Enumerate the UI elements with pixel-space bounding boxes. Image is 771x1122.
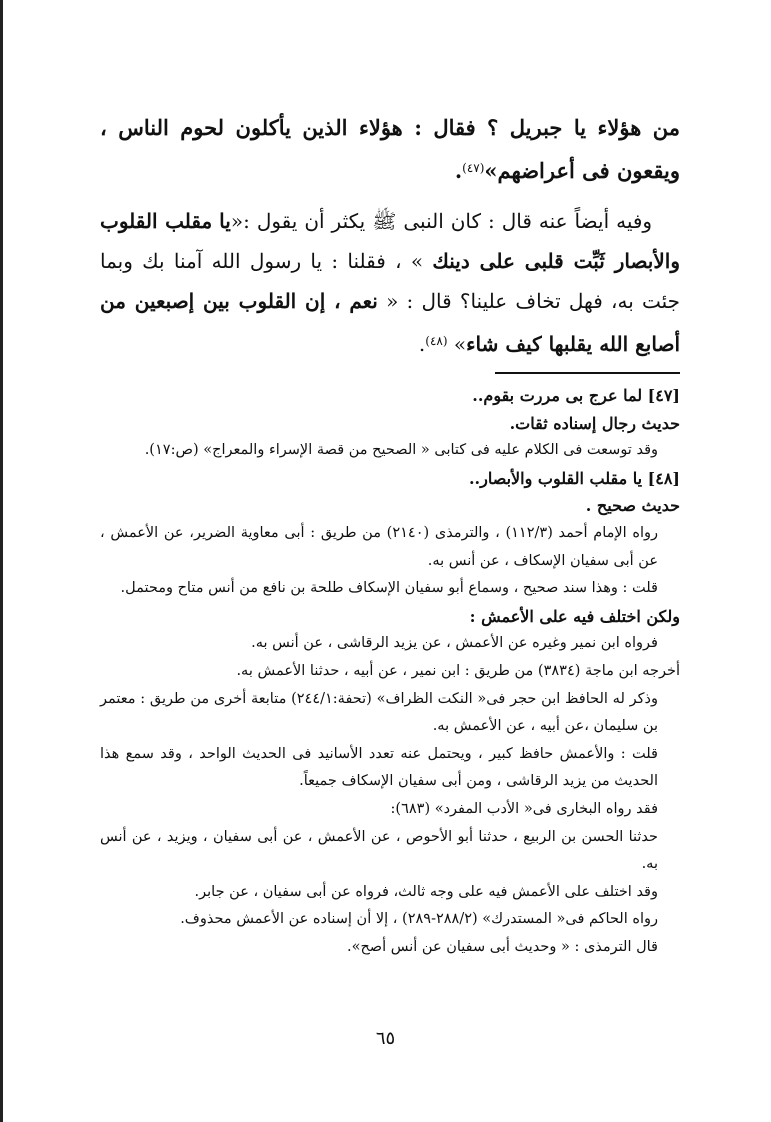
paragraph-2-close: » [447,332,467,356]
main-paragraph-1-text: من هؤلاء يا جبريل ؟ فقال : هؤلاء الذين يأكلون لحوم الناس ، ويقعون فى أعراضهم» [100,115,680,183]
footnote-ref-48: (٤٨) [425,334,448,348]
footnote-line: قال الترمذى : « وحديث أبى سفيان عن أنس أصح». [346,938,658,955]
main-paragraph-1: من هؤلاء يا جبريل ؟ فقال : هؤلاء الذين يأكلون لحوم الناس ، ويقعون فى أعراضهم»$^{(٤٧)}$. [100,115,680,183]
paragraph-2-intro: وفيه أيضاً عنه قال : كان النبى ﷺ يكثر أن يقول :« [230,209,653,233]
footnote-48-grade: حديث صحيح . [585,496,680,516]
footnote-line: قلت : وهذا سند صحيح ، وسماع أبو سفيان الإسكاف طلحة بن نافع من أنس متاح ومحتمل. [120,580,658,597]
page-number: ٦٥ [375,1028,396,1049]
footnote-line: أخرجه ابن ماجة (٣٨٣٤) من طريق : ابن نمير ، عن أبيه ، حدثنا الأعمش به. [236,662,680,679]
footnote-line: رواه الإمام أحمد (١١٢/٣) ، والترمذى (٢١٤٠) من طريق : أبى معاوية الضرير، عن الأعمش ، عن أبى سفيان الإسكاف ، عن أنس به. [100,524,659,569]
page-body [100,108,680,961]
footnote-line: حدثنا الحسن بن الربيع ، حدثنا أبو الأحوص ، عن الأعمش ، عن أبى سفيان ، ويزيد ، عن أنس به. [100,828,658,873]
main-text [100,108,680,364]
hadith-answer: نعم ، إن القلوب بين إصبعين من أصابع الله يقلبها كيف شاء [100,289,680,356]
paragraph-2-middle: » ، فقلنا : يا رسول الله آمنا بك وبما جئت به، فهل تخاف علينا؟ قال : « [100,249,680,313]
footnote-47-grade: حديث رجال إسناده ثقات. [509,413,680,433]
page-edge-line [0,0,3,1122]
footnote-47-heading: [٤٧] لما عرج بى مررت بقوم.. [472,386,680,405]
footnote-line: وقد اختلف على الأعمش فيه على وجه ثالث، فرواه عن أبى سفيان ، عن جابر. [194,883,658,900]
footnote-subheading: ولكن اختلف فيه على الأعمش : [469,606,680,626]
footnote-ref-47: (٤٧) [462,161,485,175]
footnote-47-text: وقد توسعت فى الكلام عليه فى كتابى « الصحيح من قصة الإسراء والمعراج» (ص:١٧). [144,442,658,459]
footnote-line: وذكر له الحافظ ابن حجر فى« النكت الظراف» (تحفة:٢٤٤/١) متابعة أخرى من طريق : معتمر بن سليمان ،عن أبيه ، عن الأعمش به. [100,690,658,735]
footnote-line: رواه الحاكم فى« المستدرك» (٢٨٨/٢-٢٨٩) ، إلا أن إسناده عن الأعمش محذوف. [180,911,658,928]
hadith-quote: يا مقلب القلوب والأبصار ثَبِّت قلبى على دينك [100,209,680,273]
main-paragraph-2: وفيه أيضاً عنه قال : كان النبى ﷺ يكثر أن يقول :«يا مقلب القلوب والأبصار ثَبِّت قلبى على دينك » ، فقلنا : يا رسول الله آمنا بك وبما جئت به، فهل تخاف علينا؟ قال : « نعم ، إن القلوب بين إصبعين من أصابع الله يقلبها كيف شاء» $^{(٤٨)}$. [100,209,680,356]
footnote-48-heading: [٤٨] يا مقلب القلوب والأبصار.. [468,468,680,488]
footnote-line: فقد رواه البخارى فى« الأدب المفرد» (٦٨٣): [390,800,658,817]
footnote-line: فرواه ابن نمير وغيره عن الأعمش ، عن يزيد الرقاشى ، عن أنس به. [251,635,658,652]
footnote-separator [495,372,680,374]
footnotes [100,382,680,961]
footnote-line: قلت : والأعمش حافظ كبير ، ويحتمل عنه تعدد الأسانيد فى الحديث الواحد ، وقد سمع هذا الحديث من يزيد الرقاشى ، ومن أبى سفيان الإسكاف جميعاً. [100,745,658,790]
